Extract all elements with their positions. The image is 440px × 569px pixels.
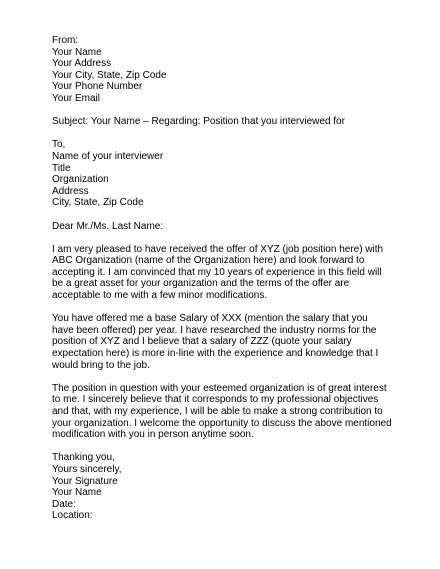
closing-signature: Your Signature — [52, 475, 118, 487]
recipient-title: Title — [52, 162, 71, 174]
closing-name: Your Name — [52, 487, 102, 499]
recipient-to-label: To, — [52, 139, 66, 151]
sender-name: Your Name — [52, 46, 102, 58]
recipient-name: Name of your interviewer — [52, 150, 164, 162]
recipient-city-state-zip: City, State, Zip Code — [52, 197, 144, 209]
salary-negotiation-letter — [52, 35, 392, 534]
closing-block — [52, 452, 392, 522]
subject-line — [52, 116, 392, 128]
recipient-address: Address — [52, 185, 89, 197]
sender-address: Your Address — [52, 58, 112, 70]
closing-date: Date: — [52, 498, 76, 510]
sender-email: Your Email — [52, 92, 100, 104]
sender-from-label: From: — [52, 35, 79, 46]
sender-city-state-zip: Your City, State, Zip Code — [52, 69, 167, 81]
sender-block — [52, 35, 392, 105]
sender-phone: Your Phone Number — [52, 81, 143, 93]
body-paragraph-3: The position in question with your esteemed organization is of great interest to me. I sincerely believe that it corresponds to my professional objectives and that, with my experience, I will be able to make a strong contribution to your organization. I welcome the opportunity to discuss the above mentioned modification with you in person anytime soon. — [52, 382, 392, 441]
salutation-text: Dear Mr./Ms. Last Name: — [52, 220, 164, 232]
body-paragraph-2: You have offered me a base Salary of XXX (mention the salary that you have been offered) per year. I have researched the industry norms for the position of XYZ and I believe that a salary of ZZZ (quote your salary expectation here) is more in-line with the experience and knowledge that I would bring to the job. — [52, 313, 379, 371]
closing-thanks: Thanking you, — [52, 452, 115, 464]
body-paragraph-1: I am very pleased to have received the offer of XYZ (job position here) with ABC Organization (name of the Organization here) and look forward to accepting it. I am convinced that my 10 years of experience in this field will be a great asset for your organization and the terms of the offer are acceptable to me with a few minor modifications. — [52, 243, 384, 302]
closing-location: Location: — [52, 510, 93, 522]
recipient-block — [52, 139, 392, 209]
closing-sign-off: Yours sincerely, — [52, 463, 122, 475]
salutation — [52, 221, 392, 233]
recipient-organization: Organization — [52, 174, 109, 186]
subject-text: Subject: Your Name – Regarding: Position that you interviewed for — [52, 116, 345, 128]
